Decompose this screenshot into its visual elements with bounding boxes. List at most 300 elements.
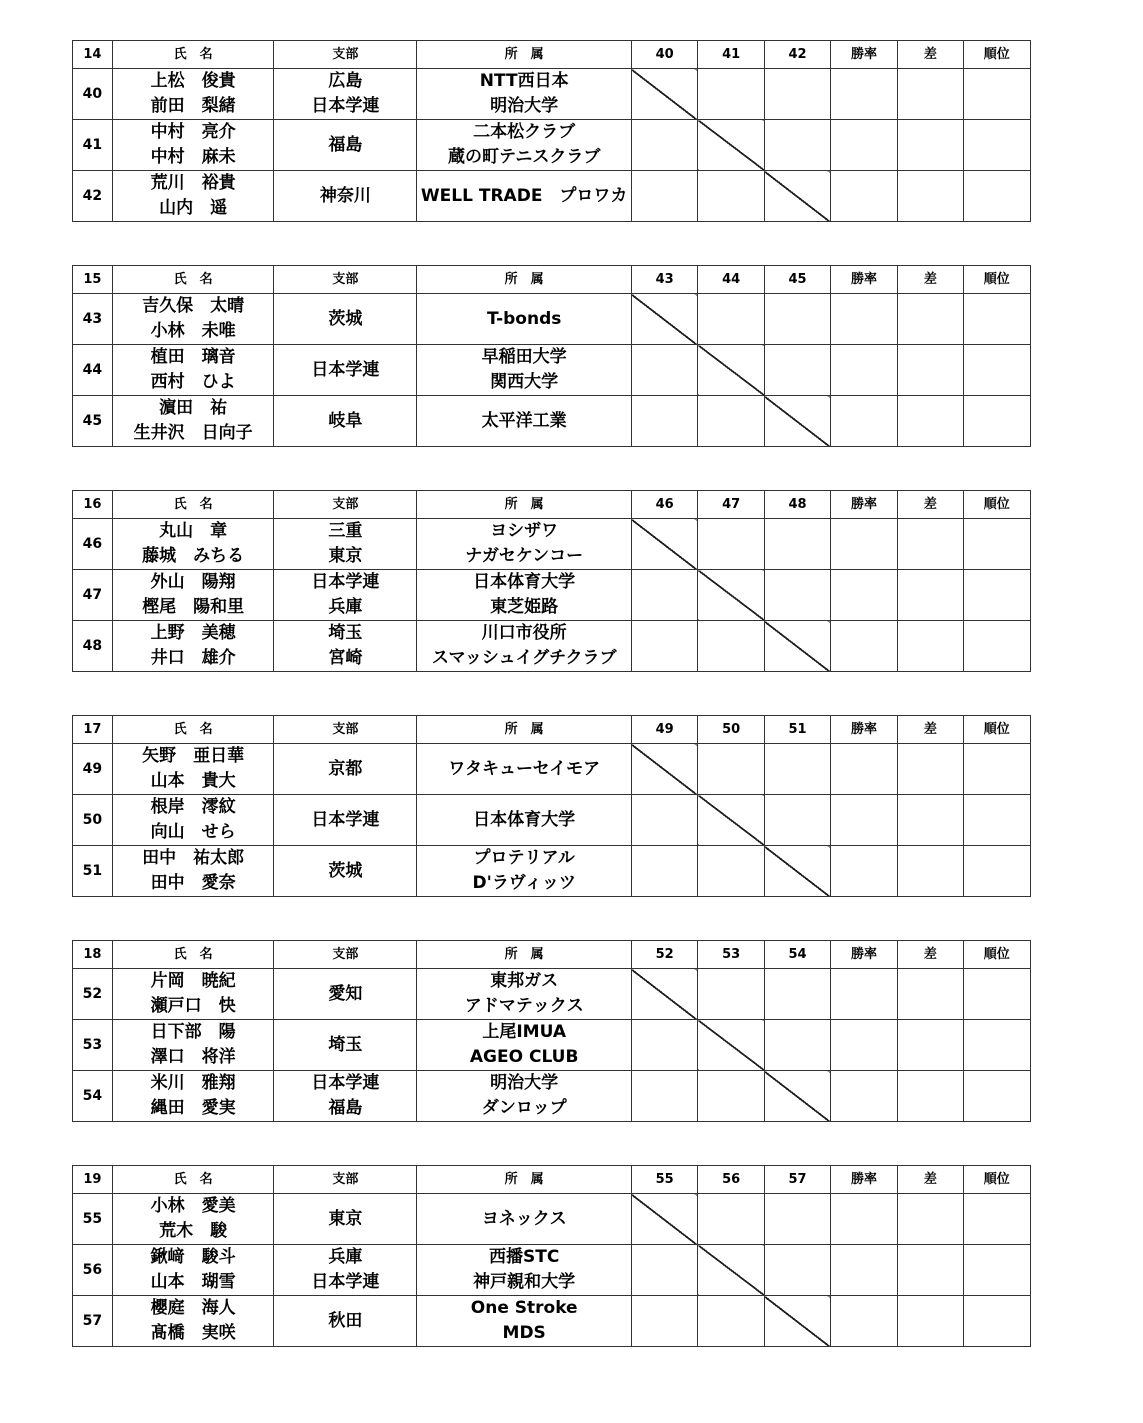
diff-cell — [897, 1296, 963, 1347]
player-affiliation: 太平洋工業 — [481, 410, 567, 431]
group-table — [72, 40, 1096, 222]
player-names — [112, 969, 273, 1020]
match-result-cell — [764, 1020, 830, 1071]
player-names — [112, 171, 273, 222]
player-affiliation: MDS — [502, 1323, 546, 1343]
match-result-cell — [698, 519, 764, 570]
match-result-cell — [631, 846, 697, 897]
player-names — [112, 120, 273, 171]
header-opponent-no: 40 — [631, 41, 697, 69]
player-branches — [274, 294, 417, 345]
player-branch: 東京 — [328, 1208, 363, 1229]
player-number: 56 — [73, 1245, 113, 1296]
player-number: 54 — [73, 1071, 113, 1122]
player-name: 中村 亮介 — [150, 122, 236, 142]
player-number: 48 — [73, 621, 113, 672]
player-branches — [274, 570, 417, 621]
header-win-rate: 勝率 — [831, 41, 897, 69]
player-branch: 福島 — [328, 134, 363, 155]
header-diff: 差 — [897, 1166, 963, 1194]
player-number: 40 — [73, 69, 113, 120]
player-name: 上野 美穂 — [150, 623, 236, 643]
player-name: 井口 雄介 — [150, 648, 236, 668]
match-result-cell — [698, 171, 764, 222]
player-row — [73, 345, 1096, 396]
group-header-row — [73, 266, 1096, 294]
match-result-cell — [631, 570, 697, 621]
player-affiliations — [417, 120, 632, 171]
player-name: 山本 瑚雪 — [150, 1272, 236, 1292]
player-affiliation: 東邦ガス — [490, 971, 559, 991]
diff-cell — [897, 1071, 963, 1122]
player-number: 53 — [73, 1020, 113, 1071]
match-result-cell — [631, 120, 697, 171]
match-result-cell — [764, 969, 830, 1020]
player-row — [73, 744, 1096, 795]
header-opponent-no: 49 — [631, 716, 697, 744]
header-rank: 順位 — [964, 1166, 1030, 1194]
rank-cell — [964, 969, 1030, 1020]
player-row — [73, 1245, 1096, 1296]
self-match-cell — [698, 1020, 764, 1071]
player-row — [73, 519, 1096, 570]
rank-cell — [964, 570, 1030, 621]
player-row — [73, 294, 1096, 345]
player-branch: 兵庫 — [328, 597, 363, 617]
self-match-cell — [764, 396, 830, 447]
player-names — [112, 69, 273, 120]
player-name: 生井沢 日向子 — [133, 423, 253, 443]
player-branches — [274, 69, 417, 120]
player-name: 濵田 祐 — [159, 398, 228, 418]
player-name: 前田 梨緒 — [150, 96, 236, 116]
player-affiliations — [417, 1071, 632, 1122]
header-opponent-no: 43 — [631, 266, 697, 294]
header-rank: 順位 — [964, 41, 1030, 69]
player-name: 小林 愛美 — [150, 1196, 236, 1216]
self-match-cell — [764, 846, 830, 897]
header-diff: 差 — [897, 491, 963, 519]
player-row — [73, 69, 1096, 120]
player-names — [112, 570, 273, 621]
match-result-cell — [698, 969, 764, 1020]
player-branch: 神奈川 — [319, 185, 371, 206]
player-branches — [274, 1194, 417, 1245]
player-branch: 茨城 — [328, 308, 363, 329]
match-result-cell — [631, 1245, 697, 1296]
player-name: 荒川 裕貴 — [150, 173, 236, 193]
diff-cell — [897, 1020, 963, 1071]
match-result-cell — [631, 171, 697, 222]
rank-cell — [964, 846, 1030, 897]
self-match-cell — [631, 1194, 697, 1245]
player-name: 鍬﨑 駿斗 — [150, 1247, 236, 1267]
header-opponent-no: 50 — [698, 716, 764, 744]
player-affiliation: 日本体育大学 — [473, 809, 576, 830]
player-row — [73, 171, 1096, 222]
win-rate-cell — [831, 120, 897, 171]
player-row — [73, 396, 1096, 447]
player-names — [112, 846, 273, 897]
player-branches — [274, 1071, 417, 1122]
header-branch: 支部 — [274, 266, 417, 294]
header-opponent-no: 44 — [698, 266, 764, 294]
diff-cell — [897, 744, 963, 795]
rank-cell — [964, 621, 1030, 672]
player-name: 根岸 澪紋 — [150, 797, 236, 817]
player-affiliation: NTT西日本 — [479, 71, 569, 91]
diff-cell — [897, 846, 963, 897]
player-affiliations — [417, 69, 632, 120]
group-table — [72, 265, 1096, 447]
group-header-row — [73, 1166, 1096, 1194]
player-affiliation: ナガセケンコー — [465, 546, 584, 566]
player-affiliation: One Stroke — [470, 1298, 578, 1318]
player-branch: 日本学連 — [311, 359, 380, 380]
player-name: 澤口 将洋 — [150, 1047, 236, 1067]
header-rank: 順位 — [964, 266, 1030, 294]
player-branches — [274, 519, 417, 570]
header-name: 氏 名 — [112, 266, 273, 294]
player-row — [73, 570, 1096, 621]
player-affiliations — [417, 795, 632, 846]
player-branch: 日本学連 — [311, 1073, 380, 1093]
win-rate-cell — [831, 171, 897, 222]
diff-cell — [897, 345, 963, 396]
group-header-row — [73, 716, 1096, 744]
match-result-cell — [698, 846, 764, 897]
header-affiliation: 所 属 — [417, 266, 632, 294]
player-branch: 日本学連 — [311, 572, 380, 592]
player-names — [112, 621, 273, 672]
player-branch: 日本学連 — [311, 809, 380, 830]
player-branches — [274, 345, 417, 396]
player-number: 47 — [73, 570, 113, 621]
self-match-cell — [698, 795, 764, 846]
header-opponent-no: 46 — [631, 491, 697, 519]
win-rate-cell — [831, 969, 897, 1020]
rank-cell — [964, 519, 1030, 570]
diff-cell — [897, 120, 963, 171]
player-affiliation: 川口市役所 — [481, 623, 567, 643]
player-names — [112, 1245, 273, 1296]
group-number: 19 — [73, 1166, 113, 1194]
player-row — [73, 1194, 1096, 1245]
player-name: 山内 遥 — [159, 198, 228, 218]
header-branch: 支部 — [274, 1166, 417, 1194]
player-name: 矢野 亜日華 — [142, 746, 245, 766]
player-number: 45 — [73, 396, 113, 447]
player-name: 瀬戸口 快 — [150, 996, 236, 1016]
rank-cell — [964, 120, 1030, 171]
player-names — [112, 519, 273, 570]
player-affiliation: スマッシュイグチクラブ — [431, 648, 617, 668]
player-name: 吉久保 太晴 — [142, 296, 245, 316]
diff-cell — [897, 621, 963, 672]
header-opponent-no: 41 — [698, 41, 764, 69]
player-name: 藤城 みちる — [142, 546, 245, 566]
header-opponent-no: 52 — [631, 941, 697, 969]
player-affiliation: 明治大学 — [490, 1073, 559, 1093]
self-match-cell — [631, 69, 697, 120]
match-result-cell — [698, 1194, 764, 1245]
player-affiliation: T-bonds — [486, 308, 562, 329]
rank-cell — [964, 744, 1030, 795]
player-name: 櫻庭 海人 — [150, 1298, 236, 1318]
player-number: 44 — [73, 345, 113, 396]
player-number: 43 — [73, 294, 113, 345]
player-names — [112, 396, 273, 447]
player-branch: 東京 — [328, 546, 363, 566]
player-branches — [274, 171, 417, 222]
player-name: 米川 雅翔 — [150, 1073, 236, 1093]
player-branch: 愛知 — [328, 983, 363, 1004]
diff-cell — [897, 969, 963, 1020]
rank-cell — [964, 69, 1030, 120]
match-result-cell — [698, 294, 764, 345]
win-rate-cell — [831, 621, 897, 672]
group-table — [72, 1165, 1096, 1347]
header-win-rate: 勝率 — [831, 716, 897, 744]
player-affiliation: ヨネックス — [481, 1208, 567, 1229]
group-number: 15 — [73, 266, 113, 294]
player-name: 植田 璃音 — [150, 347, 236, 367]
player-row — [73, 795, 1096, 846]
player-row — [73, 1020, 1096, 1071]
header-affiliation: 所 属 — [417, 1166, 632, 1194]
match-result-cell — [764, 294, 830, 345]
win-rate-cell — [831, 1020, 897, 1071]
player-row — [73, 969, 1096, 1020]
player-number: 52 — [73, 969, 113, 1020]
player-name: 小林 未唯 — [150, 321, 236, 341]
match-result-cell — [631, 396, 697, 447]
header-rank: 順位 — [964, 941, 1030, 969]
player-affiliation: 蔵の町テニスクラブ — [448, 147, 601, 167]
player-names — [112, 744, 273, 795]
match-result-cell — [698, 1071, 764, 1122]
player-name: 田中 愛奈 — [150, 873, 236, 893]
player-affiliation: 東芝姫路 — [490, 597, 559, 617]
player-row — [73, 621, 1096, 672]
match-result-cell — [764, 519, 830, 570]
player-affiliations — [417, 294, 632, 345]
player-number: 51 — [73, 846, 113, 897]
player-names — [112, 1296, 273, 1347]
player-branch: 日本学連 — [311, 96, 380, 116]
header-opponent-no: 53 — [698, 941, 764, 969]
match-result-cell — [764, 795, 830, 846]
match-result-cell — [698, 744, 764, 795]
player-number: 41 — [73, 120, 113, 171]
group-header-row — [73, 491, 1096, 519]
match-result-cell — [631, 1020, 697, 1071]
diff-cell — [897, 1245, 963, 1296]
player-branch: 日本学連 — [311, 1272, 380, 1292]
rank-cell — [964, 294, 1030, 345]
header-opponent-no: 51 — [764, 716, 830, 744]
rank-cell — [964, 1020, 1030, 1071]
self-match-cell — [764, 621, 830, 672]
player-affiliation: 明治大学 — [490, 96, 559, 116]
win-rate-cell — [831, 795, 897, 846]
player-affiliation: アドマテックス — [464, 996, 584, 1016]
win-rate-cell — [831, 1296, 897, 1347]
player-branch: 京都 — [328, 758, 363, 779]
self-match-cell — [764, 1296, 830, 1347]
player-affiliation: ダンロップ — [481, 1098, 567, 1118]
player-affiliation: 早稲田大学 — [481, 347, 567, 367]
player-names — [112, 1020, 273, 1071]
header-diff: 差 — [897, 266, 963, 294]
header-diff: 差 — [897, 41, 963, 69]
player-row — [73, 846, 1096, 897]
header-name: 氏 名 — [112, 41, 273, 69]
player-affiliations — [417, 1194, 632, 1245]
match-result-cell — [764, 345, 830, 396]
diff-cell — [897, 570, 963, 621]
header-opponent-no: 47 — [698, 491, 764, 519]
player-number: 46 — [73, 519, 113, 570]
player-names — [112, 1071, 273, 1122]
match-result-cell — [764, 744, 830, 795]
header-branch: 支部 — [274, 716, 417, 744]
rank-cell — [964, 1194, 1030, 1245]
player-branches — [274, 846, 417, 897]
player-name: 日下部 陽 — [150, 1022, 236, 1042]
self-match-cell — [631, 294, 697, 345]
player-affiliations — [417, 969, 632, 1020]
player-affiliation: 上尾IMUA — [482, 1022, 567, 1042]
player-name: 中村 麻未 — [150, 147, 236, 167]
match-result-cell — [698, 69, 764, 120]
header-diff: 差 — [897, 941, 963, 969]
match-result-cell — [764, 120, 830, 171]
match-result-cell — [764, 1194, 830, 1245]
player-number: 57 — [73, 1296, 113, 1347]
header-win-rate: 勝率 — [831, 941, 897, 969]
self-match-cell — [698, 1245, 764, 1296]
header-branch: 支部 — [274, 41, 417, 69]
match-result-cell — [764, 1245, 830, 1296]
header-branch: 支部 — [274, 491, 417, 519]
player-branches — [274, 1296, 417, 1347]
player-affiliation: 西播STC — [489, 1247, 560, 1267]
header-rank: 順位 — [964, 491, 1030, 519]
header-opponent-no: 56 — [698, 1166, 764, 1194]
player-branch: 福島 — [328, 1098, 363, 1118]
player-branches — [274, 969, 417, 1020]
player-branch: 秋田 — [328, 1310, 363, 1331]
player-row — [73, 1296, 1096, 1347]
header-affiliation: 所 属 — [417, 41, 632, 69]
player-branches — [274, 621, 417, 672]
player-affiliation: 神戸親和大学 — [473, 1272, 576, 1292]
header-opponent-no: 48 — [764, 491, 830, 519]
group-table — [72, 715, 1096, 897]
group-number: 17 — [73, 716, 113, 744]
player-name: 向山 せら — [150, 822, 236, 842]
player-branches — [274, 744, 417, 795]
group-table — [72, 490, 1096, 672]
match-result-cell — [631, 795, 697, 846]
group-header-row — [73, 41, 1096, 69]
header-opponent-no: 55 — [631, 1166, 697, 1194]
header-name: 氏 名 — [112, 941, 273, 969]
rank-cell — [964, 1296, 1030, 1347]
player-name: 片岡 暁紀 — [150, 971, 236, 991]
player-name: 田中 祐太郎 — [142, 848, 245, 868]
player-affiliation: D'ラヴィッツ — [472, 873, 576, 893]
match-result-cell — [698, 1296, 764, 1347]
player-affiliation: 関西大学 — [490, 372, 559, 392]
diff-cell — [897, 294, 963, 345]
player-number: 50 — [73, 795, 113, 846]
player-affiliations — [417, 744, 632, 795]
player-name: 山本 貴大 — [150, 771, 236, 791]
diff-cell — [897, 1194, 963, 1245]
self-match-cell — [698, 570, 764, 621]
player-affiliations — [417, 621, 632, 672]
player-affiliations — [417, 171, 632, 222]
player-number: 55 — [73, 1194, 113, 1245]
group-number: 16 — [73, 491, 113, 519]
player-name: 荒木 駿 — [159, 1221, 228, 1241]
header-branch: 支部 — [274, 941, 417, 969]
win-rate-cell — [831, 1071, 897, 1122]
player-branch: 宮崎 — [328, 648, 363, 668]
win-rate-cell — [831, 396, 897, 447]
player-branch: 兵庫 — [328, 1247, 363, 1267]
self-match-cell — [698, 120, 764, 171]
diff-cell — [897, 519, 963, 570]
player-affiliation: 二本松クラブ — [473, 122, 576, 142]
header-win-rate: 勝率 — [831, 1166, 897, 1194]
header-diff: 差 — [897, 716, 963, 744]
rank-cell — [964, 1245, 1030, 1296]
win-rate-cell — [831, 294, 897, 345]
player-branch: 三重 — [328, 521, 363, 541]
header-affiliation: 所 属 — [417, 491, 632, 519]
player-affiliation: ワタキューセイモア — [448, 758, 601, 779]
player-name: 樫尾 陽和里 — [142, 597, 245, 617]
match-result-cell — [631, 621, 697, 672]
player-affiliation: WELL TRADE プロワカ — [420, 185, 628, 206]
rank-cell — [964, 795, 1030, 846]
diff-cell — [897, 171, 963, 222]
player-names — [112, 345, 273, 396]
player-affiliations — [417, 1245, 632, 1296]
header-win-rate: 勝率 — [831, 266, 897, 294]
player-affiliation: プロテリアル — [473, 848, 575, 868]
win-rate-cell — [831, 744, 897, 795]
self-match-cell — [698, 345, 764, 396]
rank-cell — [964, 345, 1030, 396]
player-affiliations — [417, 519, 632, 570]
win-rate-cell — [831, 69, 897, 120]
match-result-cell — [764, 69, 830, 120]
header-opponent-no: 57 — [764, 1166, 830, 1194]
rank-cell — [964, 171, 1030, 222]
match-result-cell — [631, 1071, 697, 1122]
header-opponent-no: 45 — [764, 266, 830, 294]
player-name: 西村 ひよ — [150, 372, 236, 392]
win-rate-cell — [831, 1245, 897, 1296]
player-row — [73, 1071, 1096, 1122]
player-branches — [274, 795, 417, 846]
player-names — [112, 795, 273, 846]
player-branch: 岐阜 — [328, 410, 363, 431]
